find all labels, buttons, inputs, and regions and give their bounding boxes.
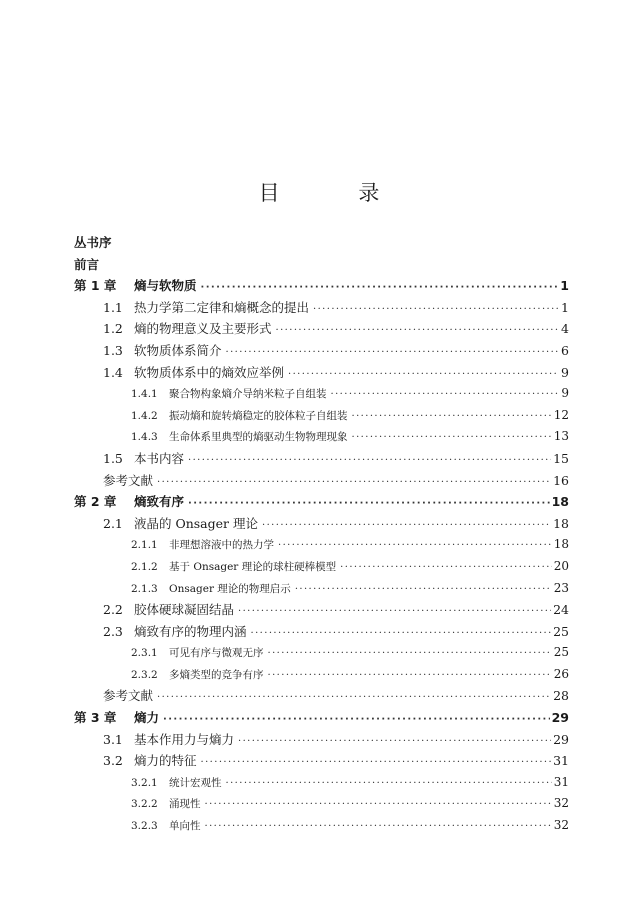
toc-page-number: 25 [553,623,569,639]
toc-page-number: 12 [553,407,569,422]
toc-entry-title: 熵力 [134,710,160,726]
toc-entry-title: 可见有序与微观无序 [169,647,264,660]
toc-entry-number: 2.3 [103,623,123,639]
toc-entry-title: 基于 Onsager 理论的球柱硬棒模型 [169,560,337,573]
dot-leader [295,579,552,601]
toc-section[interactable] [74,340,569,362]
toc-entry-title: Onsager 理论的物理启示 [169,582,291,595]
toc-entry-number: 1.4 [103,364,123,380]
toc-page-number: 16 [553,472,569,488]
toc-page-number: 4 [561,321,569,337]
toc-entry-number: 1.5 [103,450,123,466]
toc-page-number: 13 [553,429,569,444]
toc-section[interactable] [74,318,569,340]
toc-entry-title: 涌现性 [169,798,201,811]
toc-section[interactable] [74,621,569,643]
toc-entry-title: 前言 [74,256,100,272]
page-title: 目 录 [258,181,416,205]
dot-leader [331,384,560,406]
toc-page-number: 1 [561,299,569,315]
toc-entry-number: 3.1 [103,731,123,747]
toc-page-number: 1 [560,278,569,294]
toc-entry-title: 振动熵和旋转熵稳定的胶体粒子自组装 [169,409,348,422]
toc-entry-number: 2.1.1 [131,539,158,552]
dot-leader [201,277,559,299]
toc-entry-title: 多熵类型的竞争有序 [169,668,264,681]
toc-entry-number: 1.4.3 [131,431,158,444]
toc-page-number: 9 [561,386,569,401]
toc-entry-title: 非理想溶液中的热力学 [169,539,274,552]
toc-entry-number: 1.3 [103,342,123,358]
toc-page-number: 32 [553,796,569,811]
toc-entry-title: 熵与软物质 [134,278,197,294]
toc-subsection[interactable] [74,534,569,556]
toc-entry-title: 参考文献 [103,472,154,488]
toc-entry-title: 基本作用力与熵力 [134,731,235,747]
toc-entry-title: 熵力的特征 [134,753,197,769]
toc-entry-number: 3.2 [103,753,123,769]
toc-subsection[interactable] [74,815,569,837]
toc-entry-number: 3.2.1 [131,776,158,789]
toc-entry-title: 软物质体系简介 [134,342,222,358]
toc-entry-number: 2.1.2 [131,560,158,573]
toc-page-number: 23 [553,580,569,595]
toc-chapter[interactable] [74,707,569,729]
toc-subsection[interactable] [74,383,569,405]
toc-page-number: 29 [553,731,569,747]
dot-leader [278,535,552,557]
dot-leader [352,427,552,449]
toc-page-number: 31 [553,753,569,769]
dot-leader [276,320,560,342]
dot-leader [340,557,552,579]
toc-entry-title: 熵致有序的物理内涵 [134,623,247,639]
toc-references[interactable] [74,685,569,707]
toc-page-number: 26 [553,666,569,681]
toc-section[interactable] [74,750,569,772]
toc-entry-title: 胶体硬球凝固结晶 [134,602,235,618]
toc-subsection[interactable] [74,664,569,686]
toc-entry-title: 聚合物构象熵介导纳米粒子自组装 [169,388,327,401]
toc-page-number: 24 [553,602,569,618]
dot-leader [226,342,560,364]
toc-entry-number: 第 2 章 [74,494,117,510]
dot-leader [268,665,552,687]
dot-leader [288,364,559,386]
toc-entry-number: 1.2 [103,321,123,337]
toc-entry-number: 第 3 章 [74,710,117,726]
dot-leader [238,731,551,753]
dot-leader [226,773,552,795]
toc-page-number: 15 [553,450,569,466]
toc-page-number: 18 [551,494,569,510]
toc-section[interactable] [74,362,569,384]
toc-subsection[interactable] [74,426,569,448]
dot-leader [238,601,551,623]
toc-entry-title: 熵的物理意义及主要形式 [134,321,272,337]
dot-leader [205,794,552,816]
toc-entry-number: 1.1 [103,299,123,315]
toc-chapter[interactable] [74,491,569,513]
toc-page-number: 25 [553,645,569,660]
toc-section[interactable] [74,297,569,319]
toc-section[interactable] [74,729,569,751]
toc-subsection[interactable] [74,556,569,578]
toc-entry-number: 2.1 [103,515,123,531]
toc-page-number: 6 [561,342,569,358]
toc-entry-title: 丛书序 [74,235,112,250]
toc-entry-number: 3.2.2 [131,798,158,811]
toc-subsection[interactable] [74,772,569,794]
toc-chapter[interactable] [74,275,569,297]
dot-leader [188,450,551,472]
toc-page-number: 32 [553,818,569,833]
toc-entry-title: 熵致有序 [134,494,185,510]
toc-entry-title: 统计宏观性 [169,776,222,789]
dot-leader [188,493,550,515]
toc-subsection[interactable] [74,405,569,427]
toc-page-number: 31 [553,774,569,789]
toc-references[interactable] [74,470,569,492]
toc-entry-title: 本书内容 [134,450,185,466]
toc-page-number: 9 [561,364,569,380]
toc-page-number: 18 [553,515,569,531]
dot-leader [268,643,552,665]
toc-entry-number: 1.4.1 [131,388,158,401]
dot-leader [313,299,559,321]
toc-entry-title: 软物质体系中的熵效应举例 [134,364,285,380]
toc-entry-number: 2.3.1 [131,647,158,660]
toc-entry-number: 2.1.3 [131,582,158,595]
toc-section[interactable] [74,448,569,470]
toc-entry-title: 参考文献 [103,688,154,704]
toc-entry-title: 单向性 [169,820,201,833]
dot-leader [262,515,551,537]
toc-entry-number: 1.4.2 [131,409,158,422]
toc-front-matter[interactable] [74,232,569,254]
toc-subsection[interactable] [74,578,569,600]
dot-leader [352,406,552,428]
dot-leader [157,472,551,494]
dot-leader [205,816,552,838]
toc-page-number: 28 [553,688,569,704]
toc-entry-title: 生命体系里典型的熵驱动生物物理现象 [169,431,348,444]
dot-leader [163,709,550,731]
toc-subsection[interactable] [74,793,569,815]
toc-entry-title: 液晶的 Onsager 理论 [134,515,258,531]
dot-leader [251,623,552,645]
dot-leader [157,687,551,709]
toc-subsection[interactable] [74,642,569,664]
toc-section[interactable] [74,513,569,535]
toc-page-number: 20 [553,558,569,573]
toc-page-number: 29 [551,710,569,726]
toc-entry-number: 3.2.3 [131,820,158,833]
toc-entry-title: 热力学第二定律和熵概念的提出 [134,299,310,315]
toc-entry-number: 2.2 [103,602,123,618]
dot-leader [201,752,552,774]
toc-front-matter[interactable] [74,254,569,276]
toc-entry-number: 2.3.2 [131,668,158,681]
toc-page-number: 18 [553,537,569,552]
toc-section[interactable] [74,599,569,621]
table-of-contents [74,232,569,837]
toc-entry-number: 第 1 章 [74,278,117,294]
